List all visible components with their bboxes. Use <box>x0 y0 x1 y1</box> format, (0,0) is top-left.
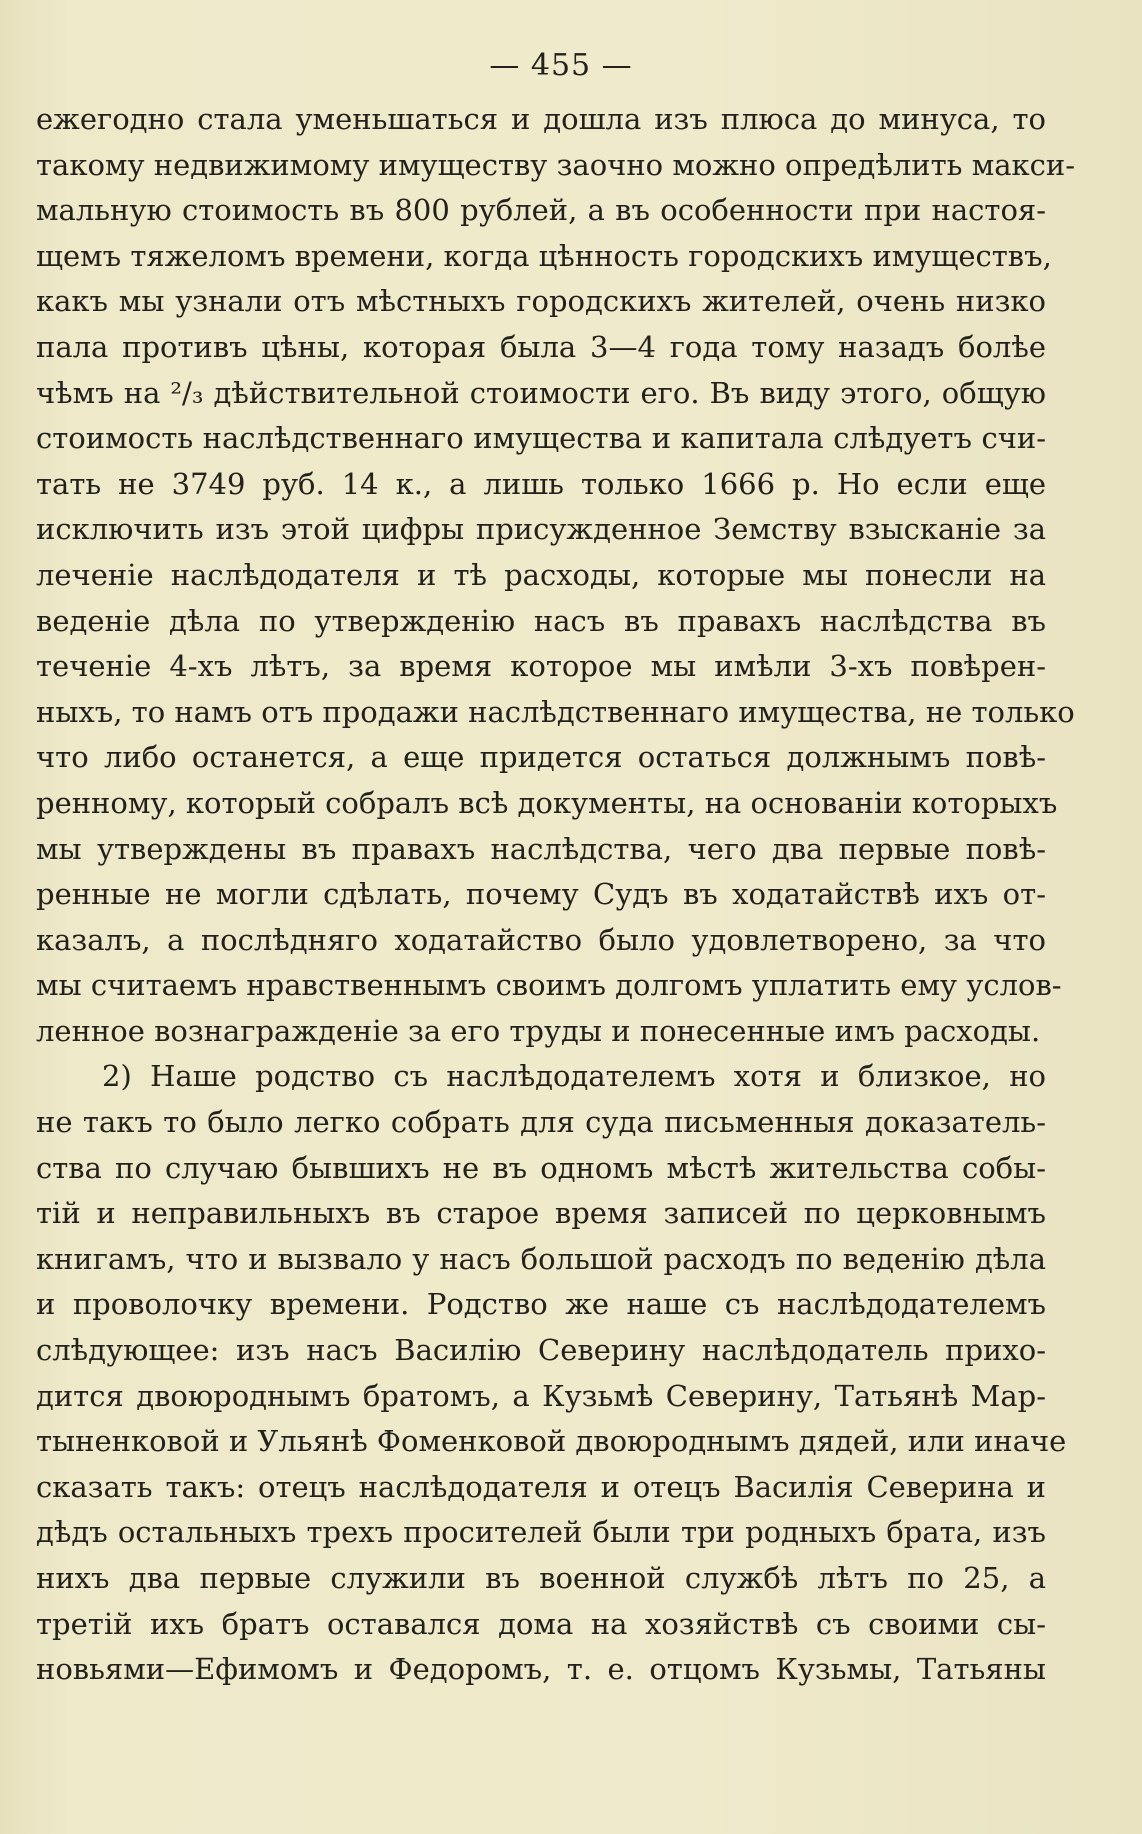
text-line: чѣмъ на ²/₃ дѣйствительной стоимости его. Въ виду этого, общую <box>36 375 1046 410</box>
text-line: новьями—Ефимомъ и Федоромъ, т. е. отцомъ Кузьмы, Татьяны <box>36 1652 1046 1687</box>
text-line: пала противъ цѣны, которая была 3—4 года тому назадъ болѣе <box>36 329 1046 364</box>
paragraph-end-line: ленное вознагражденіе за его труды и понесенные имъ расходы. <box>36 1013 1041 1048</box>
text-line: ства по случаю бывшихъ не въ одномъ мѣстѣ жительства собы- <box>36 1150 1046 1185</box>
text-line: не такъ то было легко собрать для суда письменныя доказатель- <box>36 1105 1046 1140</box>
text-line: что либо останется, а еще придется остаться должнымъ повѣ- <box>36 740 1046 775</box>
text-line: тій и неправильныхъ въ старое время записей по церковнымъ <box>36 1196 1046 1231</box>
text-line: какъ мы узнали отъ мѣстныхъ городскихъ жителей, очень низко <box>36 284 1046 319</box>
text-line: тыненковой и Ульянѣ Фоменковой двоюроднымъ дядей, или иначе <box>36 1424 1067 1459</box>
paragraph-start-line: 2) Наше родство съ наслѣдодателемъ хотя и близкое, но <box>102 1059 1046 1094</box>
text-line: щемъ тяжеломъ времени, когда цѣнность городскихъ имуществъ, <box>36 238 1052 273</box>
text-line: дѣдъ остальныхъ трехъ просителей были три родныхъ брата, изъ <box>36 1515 1046 1550</box>
text-line: книгамъ, что и вызвало у насъ большой расходъ по веденію дѣла <box>36 1241 1046 1276</box>
text-line: ренные не могли сдѣлать, почему Судъ въ ходатайствѣ ихъ от- <box>36 877 1046 912</box>
text-line: и проволочку времени. Родство же наше съ наслѣдодателемъ <box>36 1287 1046 1322</box>
text-line: мальную стоимость въ 800 рублей, а въ особенности при настоя- <box>36 193 1046 228</box>
text-line: третій ихъ братъ оставался дома на хозяйствѣ съ своими сы- <box>36 1606 1046 1641</box>
text-line: мы считаемъ нравственнымъ своимъ долгомъ уплатить ему услов- <box>36 968 1062 1003</box>
text-line: нихъ два первые служили въ военной службѣ лѣтъ по 25, а <box>36 1561 1046 1595</box>
text-line: ежегодно стала уменьшаться и дошла изъ плюса до минуса, то <box>36 102 1046 136</box>
text-body <box>36 97 1076 1693</box>
text-line: сказать такъ: отецъ наслѣдодателя и отецъ Василія Северина и <box>36 1469 1046 1504</box>
text-line: леченіе наслѣдодателя и тѣ расходы, которые мы понесли на <box>36 557 1046 592</box>
text-line: такому недвижимому имуществу заочно можно опредѣлить макси- <box>36 147 1076 182</box>
text-line: мы утверждены въ правахъ наслѣдства, чего два первые повѣ- <box>36 831 1046 866</box>
text-line: слѣдующее: изъ насъ Василію Северину наслѣдодатель прихо- <box>36 1333 1046 1368</box>
text-line: веденіе дѣла по утвержденію насъ въ правахъ наслѣдства въ <box>36 603 1046 638</box>
text-line: дится двоюроднымъ братомъ, а Кузьмѣ Северину, Татьянѣ Мар- <box>36 1378 1046 1413</box>
page-number: — 455 — <box>489 48 633 83</box>
text-line: ренному, который собралъ всѣ документы, на основаніи которыхъ <box>36 785 1058 820</box>
text-line: казалъ, а послѣдняго ходатайство было удовлетворено, за что <box>36 922 1046 957</box>
text-line: теченіе 4-хъ лѣтъ, за время которое мы имѣли 3-хъ повѣрен- <box>36 649 1046 684</box>
text-line: стоимость наслѣдственнаго имущества и капитала слѣдуетъ счи- <box>36 421 1046 456</box>
text-line: исключить изъ этой цифры присужденное Земству взысканіе за <box>36 512 1046 547</box>
text-line: тать не 3749 руб. 14 к., а лишь только 1666 р. Но если еще <box>36 466 1046 501</box>
text-line: ныхъ, то намъ отъ продажи наслѣдственнаго имущества, не только <box>36 694 1075 729</box>
